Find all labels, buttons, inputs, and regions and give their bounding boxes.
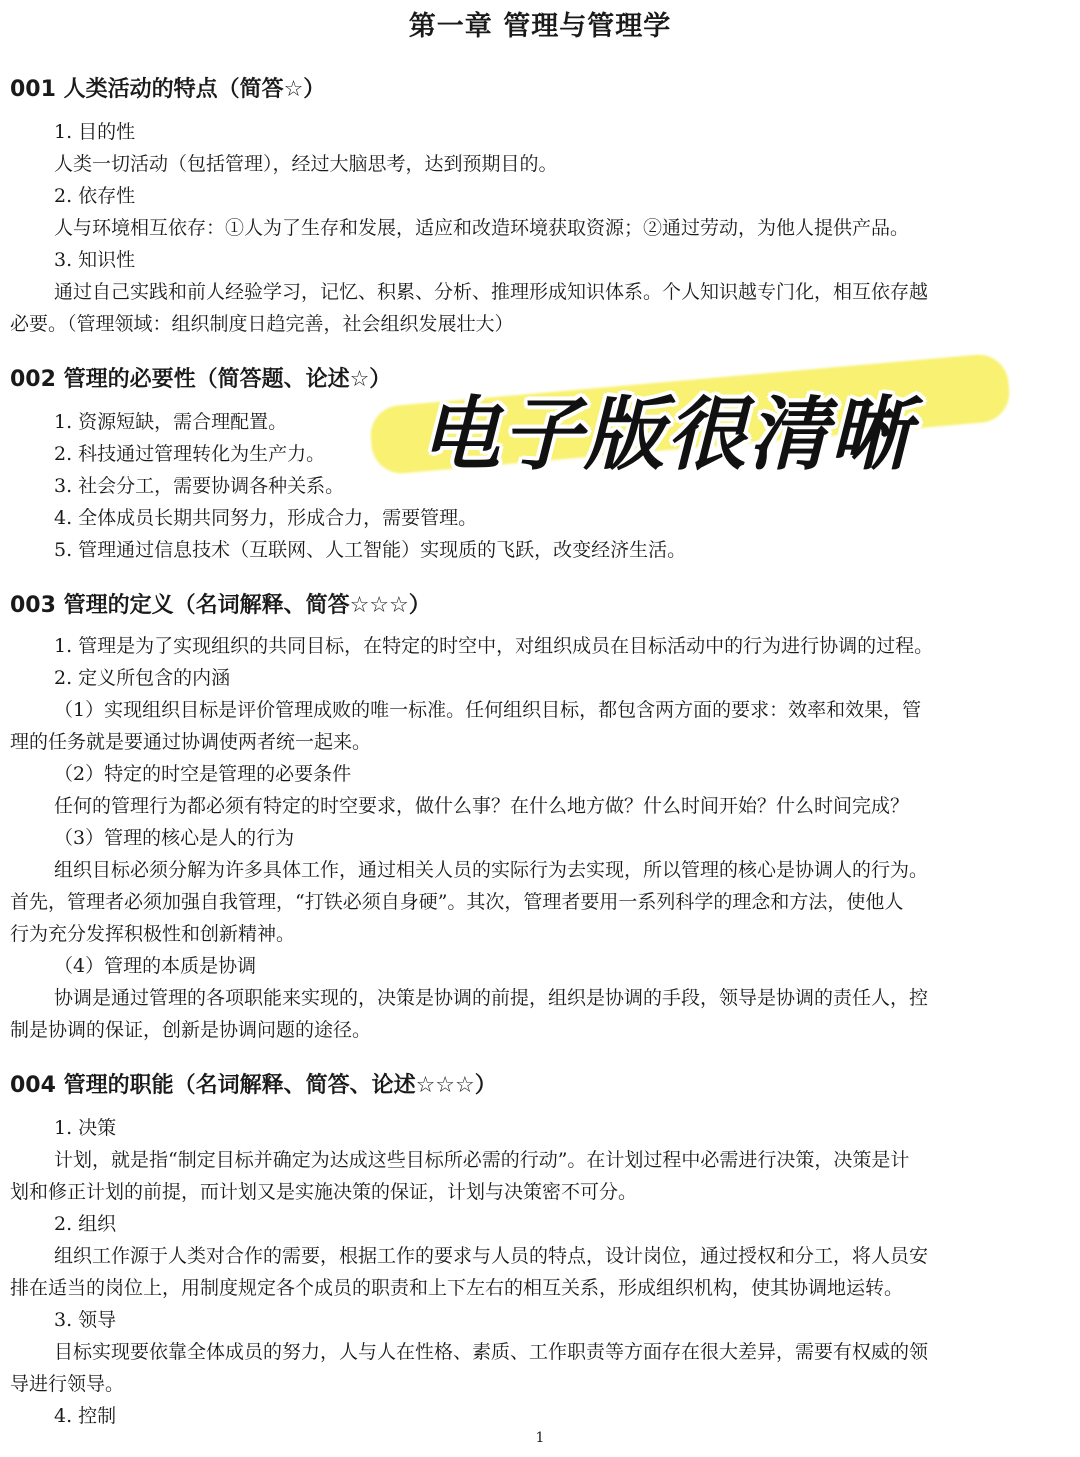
text-line: 3. 领导: [54, 1309, 117, 1331]
text-line: 1. 决策: [54, 1117, 117, 1139]
text-line: 2. 定义所包含的内涵: [54, 667, 231, 689]
text-line: 计划，就是指“制定目标并确定为达成这些目标所必需的行动”。在计划过程中必需进行决策，决策是计: [54, 1149, 910, 1171]
text-line: （3）管理的核心是人的行为: [54, 827, 295, 849]
text-line: 3. 知识性: [54, 249, 136, 271]
text-line: 组织工作源于人类对合作的需要，根据工作的要求与人员的特点，设计岗位，通过授权和分工，将人员安: [54, 1245, 929, 1267]
text-line: 2. 依存性: [54, 185, 136, 207]
text-line: 4. 控制: [54, 1405, 117, 1427]
text-line: 2. 组织: [54, 1213, 117, 1235]
text-line: 人与环境相互依存：①人为了生存和发展，适应和改造环境获取资源；②通过劳动，为他人提供产品。: [54, 217, 910, 239]
text-line: 2. 科技通过管理转化为生产力。: [54, 443, 326, 465]
text-line: 制是协调的保证，创新是协调问题的途径。: [10, 1019, 372, 1041]
text-line: 4. 全体成员长期共同努力，形成合力，需要管理。: [54, 507, 478, 529]
text-line: 理的任务就是要通过协调使两者统一起来。: [10, 731, 372, 753]
text-line: 1. 资源短缺，需合理配置。: [54, 411, 288, 433]
text-line: 3. 社会分工，需要协调各种关系。: [54, 475, 345, 497]
section-heading-002: 002 管理的必要性（简答题、论述☆）: [10, 367, 392, 392]
text-line: （1）实现组织目标是评价管理成败的唯一标准。任何组织目标，都包含两方面的要求：效率和效果，管: [54, 699, 922, 721]
text-line: 导进行领导。: [10, 1373, 125, 1395]
text-line: （4）管理的本质是协调: [54, 955, 257, 977]
text-line: 目标实现要依靠全体成员的努力，人与人在性格、素质、工作职责等方面存在很大差异，需要有权威的领: [54, 1341, 929, 1363]
text-line: 首先，管理者必须加强自我管理，“打铁必须自身硬”。其次，管理者要用一系列科学的理念和方法，使他人: [10, 891, 904, 913]
text-line: 1. 管理是为了实现组织的共同目标，在特定的时空中，对组织成员在目标活动中的行为进行协调的过程。: [54, 635, 934, 657]
text-line: 通过自己实践和前人经验学习，记忆、积累、分析、推理形成知识体系。个人知识越专门化，相互依存越: [54, 281, 929, 303]
text-line: 排在适当的岗位上，用制度规定各个成员的职责和上下左右的相互关系，形成组织机构，使其协调地运转。: [10, 1277, 904, 1299]
text-line: 协调是通过管理的各项职能来实现的，决策是协调的前提，组织是协调的手段，领导是协调的责任人，控: [54, 987, 929, 1009]
text-line: 任何的管理行为都必须有特定的时空要求，做什么事？在什么地方做？什么时间开始？什么时间完成？: [54, 795, 910, 817]
text-line: 划和修正计划的前提，而计划又是实施决策的保证，计划与决策密不可分。: [10, 1181, 638, 1203]
text-line: 必要。（管理领域：组织制度日趋完善，社会组织发展壮大）: [10, 313, 514, 335]
overlay-text: 电子版很清晰: [420, 388, 912, 481]
chapter-title: 第一章 管理与管理学: [408, 11, 672, 42]
section-heading-003: 003 管理的定义（名词解释、简答☆☆☆）: [10, 593, 431, 618]
page-number: 1: [535, 1430, 545, 1446]
text-line: （2）特定的时空是管理的必要条件: [54, 763, 352, 785]
text-line: 行为充分发挥积极性和创新精神。: [10, 923, 296, 945]
section-heading-004: 004 管理的职能（名词解释、简答、论述☆☆☆）: [10, 1073, 497, 1098]
section-heading-001: 001 人类活动的特点（简答☆）: [10, 77, 326, 102]
text-line: 1. 目的性: [54, 121, 136, 143]
text-line: 人类一切活动（包括管理），经过大脑思考，达到预期目的。: [54, 153, 558, 175]
text-line: 5. 管理通过信息技术（互联网、人工智能）实现质的飞跃，改变经济生活。: [54, 539, 687, 561]
text-line: 组织目标必须分解为许多具体工作，通过相关人员的实际行为去实现，所以管理的核心是协调人的行为。: [54, 859, 929, 881]
promo-overlay: [360, 350, 1020, 480]
